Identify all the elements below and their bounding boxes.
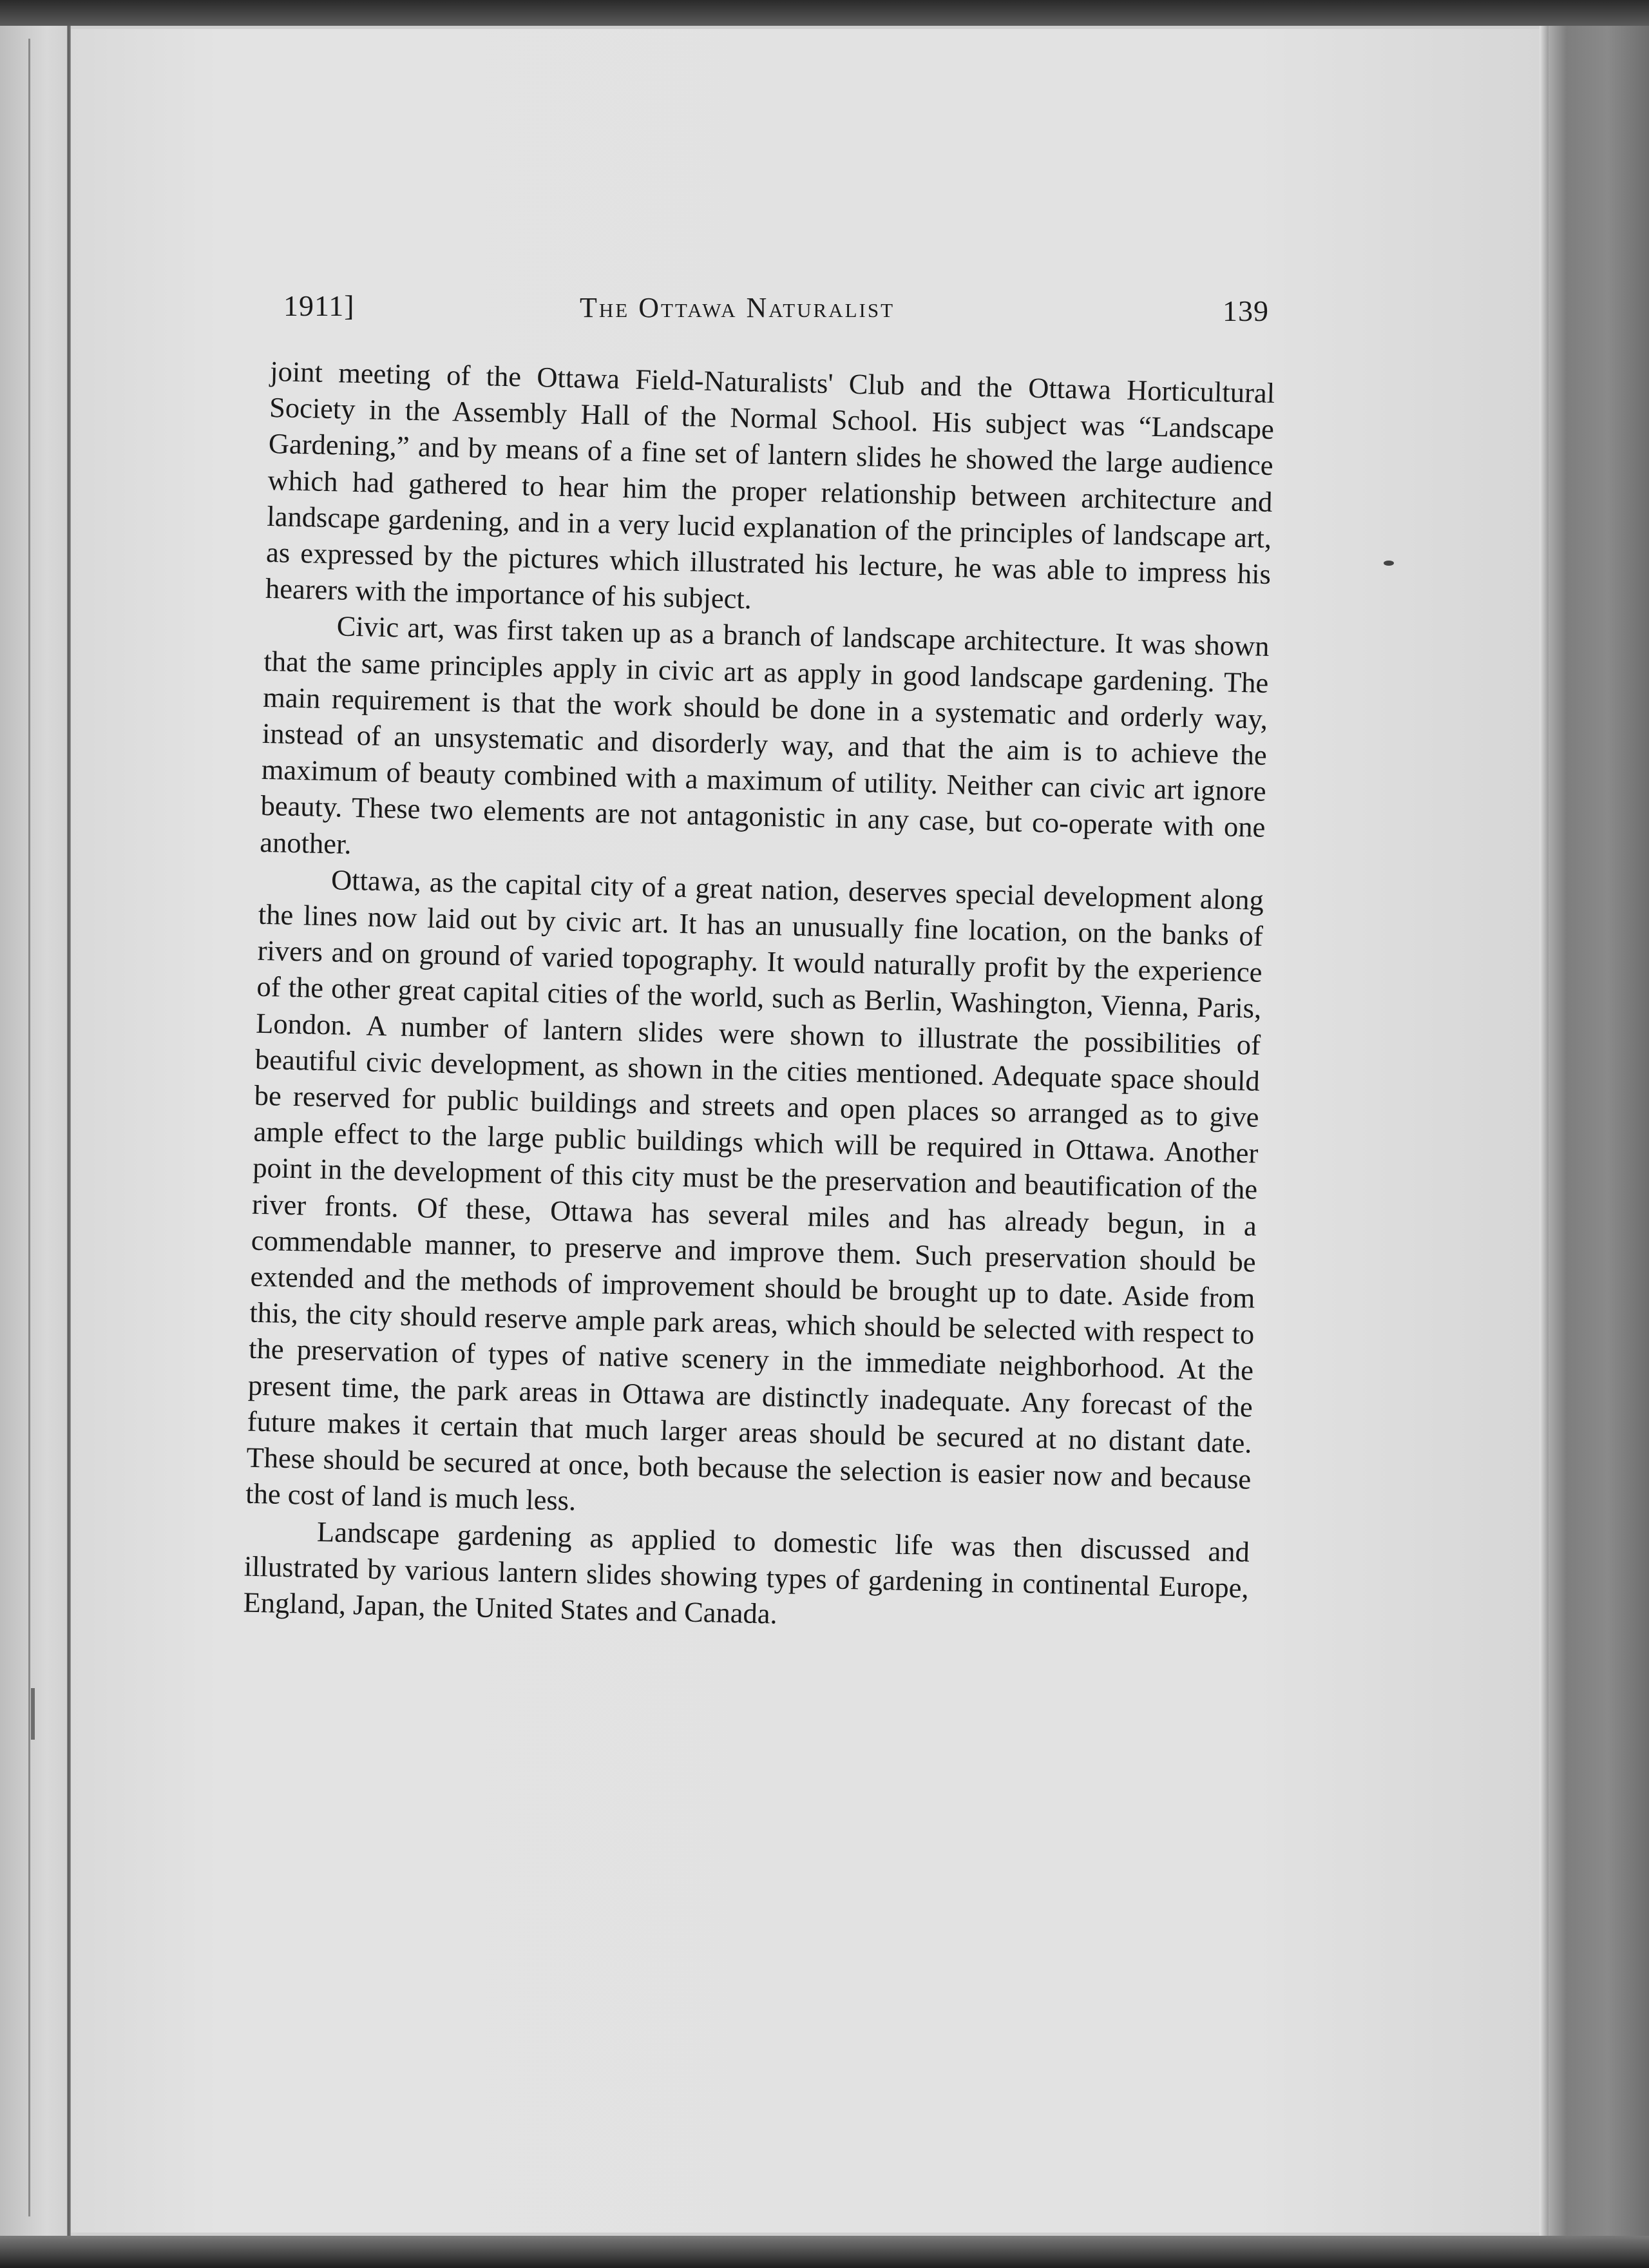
scan-top-border: [0, 0, 1649, 26]
article-body: [243, 353, 1275, 1642]
paragraph-civic-art: Civic art, was first taken up as a branch of landscape architecture. It was shown that the same principles apply in civic art as apply in good landscape gardening. The main requirement is that the work should be done in a systematic and orderly way, instead of an unsystematic and disorderly way, and that the aim is to achieve the maximum of beauty combined with a maximum of utility. Neither can civic art ignore beauty. These two elements are not antagonistic in any case, but co-operate with one another.: [259, 610, 1270, 860]
running-header: [283, 289, 1275, 334]
header-year: 1911]: [283, 289, 355, 322]
paragraph-lecture-intro: joint meeting of the Ottawa Field-Naturalists' Club and the Ottawa Horticultural Society in the Assembly Hall of the Normal School. His subject was “Landscape Gardening,” and by means of a fine set of lantern slides he showed the large audience which had gathered to hear him the proper relationship between architecture and landscape gardening, and in a very lucid explanation of the principles of landscape art, as expressed by the pictures which illustrated his lecture, he was able to impress his hearers with the importance of his subject.: [265, 354, 1275, 615]
facing-page-line: [28, 39, 30, 2216]
paragraph-domestic-gardening: Landscape gardening as applied to domestic life was then discussed and illustrated by various lantern slides showing types of gardening in continental Europe, England, Japan, the United States and Canada.: [243, 1515, 1250, 1630]
facing-page-edge: [0, 26, 77, 2236]
journal-title: The Ottawa Naturalist: [580, 292, 895, 323]
ink-speck: [1384, 561, 1394, 566]
paragraph-ottawa-development: Ottawa, as the capital city of a great nation, deserves special development along the lines now laid out by civic art. It has an unusually fine location, on the banks of rivers and on ground of varied topography. It would naturally profit by the experience of the other great capital cities of the world, such as Berlin, Washington, Vienna, Paris, London. A number of lantern slides were shown to illustrate the possibilities of beautiful civic development, as shown in the cities mentioned. Adequate space should be reserved for public buildings and streets and open places so arranged as to give ample effect to the large public buildings which will be required in Ottawa. Another point in the development of this city must be the preservation and beautification of the river fronts. Of these, Ottawa has several miles and has already begun, in a commendable manner, to preserve and improve them. Such preservation should be extended and the methods of improvement should be brought up to date. Aside from this, the city should reserve ample park areas, which should be selected with respect to the preservation of types of native scenery in the immediate neighborhood. At the present time, the park areas in Ottawa are distinctly inadequate. Any forecast of the future makes it certain that much larger areas should be secured at no distant date. These should be secured at once, both because the selection is easier now and because the cost of land is much less.: [245, 863, 1264, 1517]
page-number: 139: [1223, 294, 1269, 327]
scan-right-border: [1546, 26, 1649, 2236]
binding-mark: [31, 1688, 35, 1740]
scan-bottom-border: [0, 2236, 1649, 2268]
page-right-edge: [1539, 26, 1549, 2236]
book-gutter: [67, 26, 71, 2236]
